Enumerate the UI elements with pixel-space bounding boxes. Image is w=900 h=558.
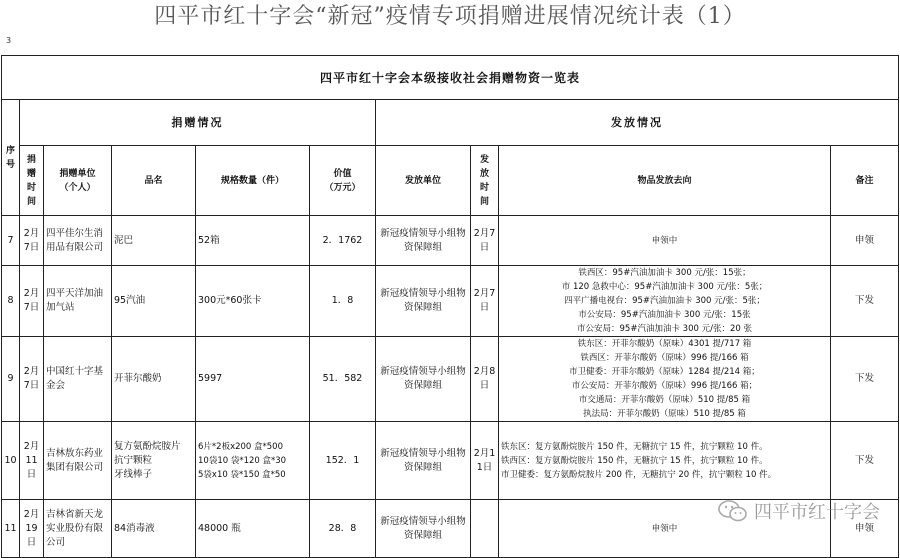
cell-spec: 6片*2板x200 盒*500 10袋10 袋*120 盒*30 5袋x10 袋*150 盒*50	[196, 422, 310, 500]
cell-issue-date: 2月11日	[471, 422, 499, 500]
cell-value: 152．1	[310, 422, 376, 500]
cell-seq: 11	[2, 500, 20, 558]
header-seq: 序 号	[2, 100, 20, 216]
cell-spec: 52箱	[196, 216, 310, 266]
table-row	[2, 266, 899, 337]
cell-item: 泥巴	[112, 216, 196, 266]
table-row	[2, 422, 899, 500]
cell-donor: 四平天洋加油加气站	[44, 266, 112, 337]
cell-spec: 300元*60张卡	[196, 266, 310, 337]
header-item: 品名	[112, 146, 196, 216]
cell-value: 51．582	[310, 337, 376, 422]
header-value: 价值 （万元）	[310, 146, 376, 216]
cell-destination: 铁东区：复方氨酚烷胺片 150 件，无糖抗宁 15 件，抗宁颗粒 10 件。 铁西区：复方氨酚烷胺片 150 件，无糖抗宁 15 件，抗宁颗粒 10 件。 市卫健委：复方氨酚烷胺片 200 件，无糖抗宁 20 件，抗宁颗粒 10 件。	[499, 422, 831, 500]
header-date: 捐 赠 时 间	[20, 146, 44, 216]
page-title: 四平市红十字会“新冠”疫情专项捐赠进展情况统计表（1）	[154, 4, 746, 29]
cell-remark: 下发	[831, 337, 899, 422]
cell-destination: 申领中	[499, 500, 831, 558]
cell-item: 84消毒液	[112, 500, 196, 558]
cell-donor: 吉林敖东药业集团有限公司	[44, 422, 112, 500]
header-issue-date: 发 放 时 间	[471, 146, 499, 216]
cell-issuer: 新冠疫情领导小组物资保障组	[376, 266, 471, 337]
sheet-mark: 3	[6, 36, 12, 45]
cell-item: 复方氨酚烷胺片 抗宁颗粒 牙线棒子	[112, 422, 196, 500]
cell-donor: 四平佳尔生消用品有限公司	[44, 216, 112, 266]
cell-donor: 吉林省新天龙实业股份有限公司	[44, 500, 112, 558]
cell-spec: 48000 瓶	[196, 500, 310, 558]
cell-remark: 申领	[831, 216, 899, 266]
cell-date: 2月7日	[20, 266, 44, 337]
cell-seq: 8	[2, 266, 20, 337]
cell-issuer: 新冠疫情领导小组物资保障组	[376, 500, 471, 558]
wechat-watermark	[718, 498, 880, 524]
cell-value: 1．8	[310, 266, 376, 337]
header-remark: 备注	[831, 146, 899, 216]
section-distribution: 发放情况	[376, 100, 899, 146]
table-row	[2, 216, 899, 266]
header-donor: 捐赠单位 （个人）	[44, 146, 112, 216]
cell-date: 2月11日	[20, 422, 44, 500]
header-spec: 规格数量（件）	[196, 146, 310, 216]
cell-value: 2．1762	[310, 216, 376, 266]
section-donation: 捐赠情况	[20, 100, 376, 146]
cell-seq: 10	[2, 422, 20, 500]
table-title: 四平市红十字会本级接收社会捐赠物资一览表	[2, 56, 899, 100]
header-issuer: 发放单位	[376, 146, 471, 216]
cell-remark: 下发	[831, 266, 899, 337]
cell-value: 28．8	[310, 500, 376, 558]
cell-issuer: 新冠疫情领导小组物资保障组	[376, 422, 471, 500]
cell-issuer: 新冠疫情领导小组物资保障组	[376, 337, 471, 422]
cell-issue-date	[471, 500, 499, 558]
cell-item: 开菲尔酸奶	[112, 337, 196, 422]
donation-table	[1, 55, 899, 558]
cell-date: 2月19日	[20, 500, 44, 558]
cell-spec: 5997	[196, 337, 310, 422]
cell-remark: 下发	[831, 422, 899, 500]
cell-issuer: 新冠疫情领导小组物资保障组	[376, 216, 471, 266]
cell-date: 2月7日	[20, 337, 44, 422]
cell-destination: 铁西区：95#汽油加油卡 300 元/张：15张； 市 120 急救中心：95#汽油加油卡 300 元/张：5张； 四平广播电视台：95#汽油加油卡 300 元/张：5张； 市公安局：95#汽油加油卡 300 元/张：15张 市公安局：95#汽油加油卡 300 元/张：20 张	[499, 266, 831, 337]
cell-item: 95汽油	[112, 266, 196, 337]
wechat-icon	[718, 499, 748, 523]
cell-date: 2月7日	[20, 216, 44, 266]
cell-seq: 7	[2, 216, 20, 266]
cell-donor: 中国红十字基金会	[44, 337, 112, 422]
table-row	[2, 337, 899, 422]
cell-destination: 申领中	[499, 216, 831, 266]
cell-destination: 铁东区：开菲尔酸奶（原味）4301 提/717 箱 铁西区：开菲尔酸奶（原味）996 提/166 箱 市卫健委：开菲尔酸奶（原味）1284 提/214 箱； 市公安局：开菲尔酸奶（原味）996 提/166 箱； 市交通局：开菲尔酸奶（原味）510 提/85 箱 执法局：开菲尔酸奶（原味）510 提/85 箱	[499, 337, 831, 422]
cell-seq: 9	[2, 337, 20, 422]
cell-remark: 申领	[831, 500, 899, 558]
header-destination: 物品发放去向	[499, 146, 831, 216]
cell-issue-date: 2月7日	[471, 266, 499, 337]
watermark-text: 四平市红十字会	[754, 502, 880, 523]
cell-issue-date: 2月8日	[471, 337, 499, 422]
cell-issue-date: 2月7日	[471, 216, 499, 266]
